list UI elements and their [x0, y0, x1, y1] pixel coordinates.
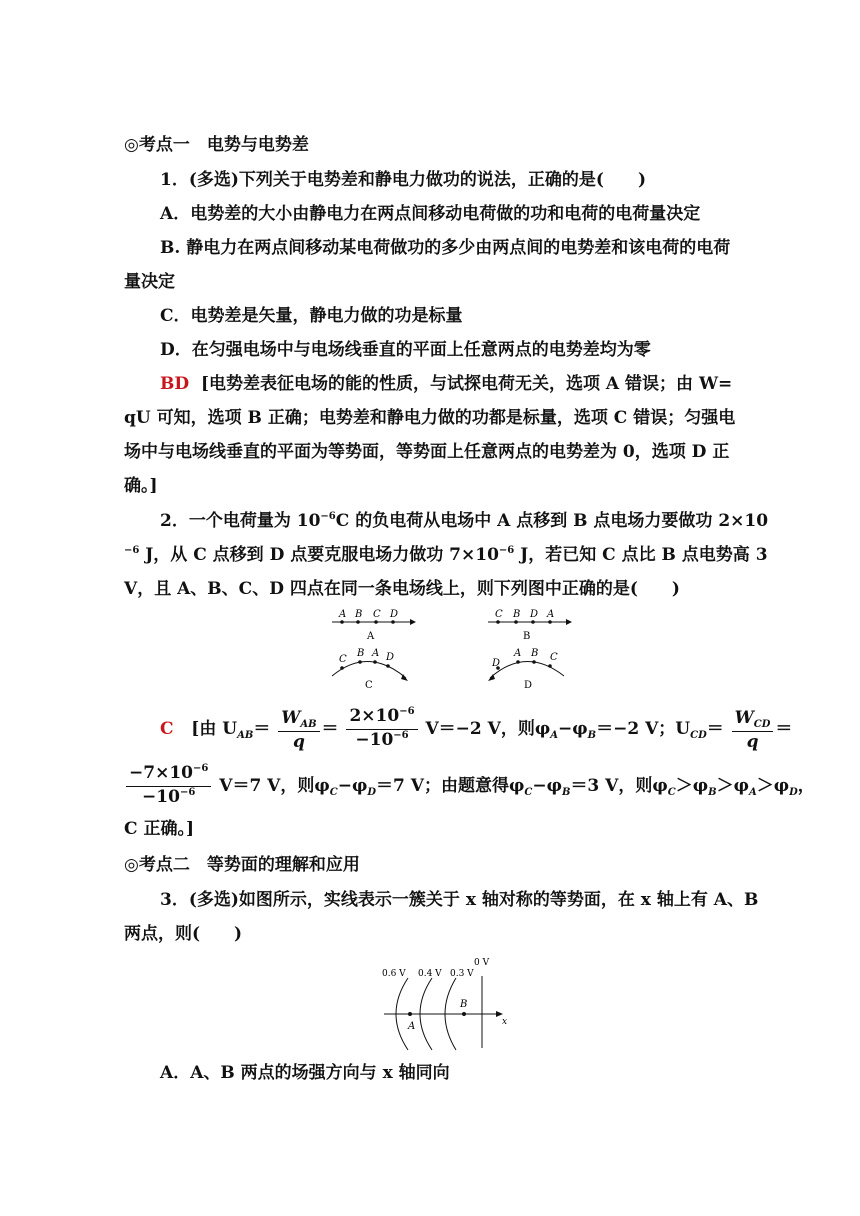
- q2-exp-a: [由 U: [191, 719, 238, 739]
- fig-a-label-2: B: [355, 609, 363, 620]
- f1-den: q: [292, 731, 305, 752]
- q2-stem-line2: [124, 544, 768, 569]
- q2-exp-c11: ＞φ: [675, 776, 709, 796]
- fraction-neg7e-6-over-neg1e-6: [126, 763, 211, 810]
- f4-den: −10: [142, 787, 180, 807]
- q2-exp-c6: C: [524, 787, 533, 798]
- q2-exp-c12: B: [708, 787, 717, 798]
- q2-exp-c17: ，: [797, 776, 815, 796]
- fig-a-label-3: C: [373, 609, 381, 620]
- f3-num-sub: CD: [753, 718, 771, 730]
- q2-stem-line1: [160, 510, 780, 535]
- point-b: [462, 1012, 466, 1016]
- q1-explanation-line3: 场中与电场线垂直的平面为等势面，等势面上任意两点的电势差为 0，选项 D 正: [124, 442, 730, 462]
- f3-den: q: [746, 731, 759, 752]
- q2-explanation-line3: C 正确。]: [124, 819, 194, 839]
- fig-b-label-3: D: [530, 609, 539, 620]
- f1-num: W: [281, 707, 301, 728]
- fig-d-label-1: D: [492, 658, 501, 669]
- q2-exp-eq-2: ＝: [321, 719, 339, 739]
- q2-figure-b: [488, 609, 572, 642]
- q1-answer: BD: [160, 374, 190, 394]
- label-0.6v: 0.6 V: [382, 969, 406, 979]
- fig-c-label-3: A: [372, 648, 380, 659]
- fig-a-label-1: A: [339, 609, 347, 620]
- section-heading-1: ◎考点一 电势与电势差: [124, 135, 309, 155]
- q1-explanation-line1: [160, 373, 780, 395]
- q2-exp-c9: ＝3 V，则φ: [570, 776, 668, 796]
- q2-exp-sub-cd: CD: [690, 730, 707, 741]
- fig-d-label-2: A: [514, 648, 522, 659]
- q2-exp-c8: B: [561, 787, 571, 798]
- fig-d-label-3: B: [531, 648, 539, 659]
- q2-exp-c16: D: [789, 787, 798, 798]
- q2-options-figure: [320, 604, 620, 694]
- q2-exp-c: V＝7 V，则φ: [219, 776, 330, 796]
- q3-stem-line2: 两点，则( ): [124, 924, 243, 944]
- q1-explanation-line4: 确。]: [124, 476, 158, 496]
- point-b-label: B: [460, 999, 468, 1010]
- fig-d-caption: D: [524, 680, 533, 691]
- point-a-label: A: [408, 1021, 416, 1032]
- q2-exp-eq: ＝: [253, 719, 271, 739]
- fraction-w-ab-over-q: [278, 708, 319, 752]
- q1-exp-text-1: [电势差表征电场的能的性质，与试探电荷无关，选项 A 错误；由 W=: [200, 374, 733, 394]
- q2-exp-c7: −φ: [532, 776, 562, 796]
- fig-a-caption: A: [367, 631, 375, 642]
- f3-num: W: [734, 707, 754, 728]
- q2-exp-b3: −φ: [558, 719, 588, 739]
- q2-exp-sup: −6: [320, 511, 336, 522]
- q1-option-a: A．电势差的大小由静电力在两点间移动电荷做的功和电荷的电荷量决定: [160, 204, 701, 224]
- q2-exp-b4: B: [587, 730, 597, 741]
- f4-num-sup: −6: [192, 763, 209, 774]
- q2-exp-c4: D: [367, 787, 377, 798]
- fig-b-caption: B: [523, 631, 531, 642]
- fig-d-label-4: C: [550, 652, 558, 663]
- q2-figure-c: [332, 648, 408, 691]
- q3-option-a: A．A、B 两点的场强方向与 x 轴同向: [160, 1063, 450, 1083]
- fraction-w-cd-over-q: [732, 708, 774, 752]
- q2-text-d: J，若已知 C 点比 B 点电势高 3: [514, 545, 768, 565]
- q2-explanation-line1: [160, 706, 793, 752]
- q2-exp-c5: ＝7 V；由题意得φ: [376, 776, 525, 796]
- q2-exp-sup-3: −6: [498, 545, 515, 556]
- fig-b-label-4: A: [547, 609, 555, 620]
- q2-stem-line3: V，且 A、B、C、D 四点在同一条电场线上，则下列图中正确的是( ): [124, 579, 680, 599]
- q3-stem-line1: 3．(多选)如图所示，实线表示一簇关于 x 轴对称的等势面，在 x 轴上有 A、B: [160, 890, 759, 910]
- fig-c-label-1: C: [339, 654, 347, 665]
- q2-text-b: C 的负电荷从电场中 A 点移到 B 点电场力要做功 2×10: [335, 511, 769, 531]
- fig-b-label-2: B: [513, 609, 521, 620]
- q2-exp-c2: C: [329, 787, 338, 798]
- q2-exp-c10: C: [667, 787, 676, 798]
- fig-a-label-4: D: [390, 609, 399, 620]
- label-0v: 0 V: [474, 958, 490, 968]
- section-heading-2: ◎考点二 等势面的理解和应用: [124, 855, 360, 875]
- fig-c-label-4: D: [386, 652, 395, 663]
- q2-exp-b5: ＝−2 V；U: [596, 719, 691, 739]
- f2-den-sup: −6: [393, 730, 409, 741]
- f2-den: −10: [355, 730, 394, 750]
- q2-explanation-line2: [124, 763, 815, 807]
- q2-exp-eq-4: ＝: [775, 719, 793, 739]
- point-a: [408, 1012, 412, 1016]
- q1-option-c: C．电势差是矢量，静电力做的功是标量: [160, 306, 463, 326]
- fig-b-label-1: C: [495, 609, 503, 620]
- label-0.4v: 0.4 V: [418, 969, 442, 979]
- q2-exp-c3: −φ: [337, 776, 368, 796]
- q2-exp-c14: A: [748, 787, 757, 798]
- fig-c-caption: C: [365, 680, 373, 691]
- q2-text-a: 2．一个电荷量为 10: [160, 511, 321, 531]
- fig-c-label-2: B: [357, 648, 365, 659]
- q1-option-b-line2: 量决定: [124, 272, 175, 292]
- q1-option-b-line1: B. 静电力在两点间移动某电荷做功的多少由两点间的电势差和该电荷的电荷: [160, 238, 731, 258]
- q3-equipotential-figure: [378, 952, 518, 1052]
- q1-explanation-line2: qU 可知，选项 B 正确；电势差和静电力做的功都是标量，选项 C 错误；匀强电: [124, 408, 736, 428]
- q2-exp-c13: ＞φ: [716, 776, 749, 796]
- q1-stem: 1．(多选)下列关于电势差和静电力做功的说法，正确的是( ): [160, 170, 647, 190]
- q2-exp-b: V＝−2 V，则φ: [425, 719, 551, 739]
- fraction-2e-6-over-neg1e-6: [346, 706, 417, 753]
- q2-exp-c15: ＞φ: [756, 776, 790, 796]
- f1-num-sub: AB: [300, 718, 317, 730]
- q2-figure-d: [488, 648, 564, 691]
- f4-den-sup: −6: [179, 787, 196, 798]
- q1-option-d: D．在匀强电场中与电场线垂直的平面上任意两点的电势差均为零: [160, 340, 651, 360]
- q2-exp-b2: A: [550, 730, 558, 741]
- q2-exp-sup-2: −6: [124, 545, 140, 556]
- x-axis-label: x: [502, 1017, 508, 1027]
- f2-num: 2×10: [349, 706, 400, 726]
- label-0.3v: 0.3 V: [450, 969, 474, 979]
- f2-num-sup: −6: [399, 706, 415, 717]
- q2-figure-a: [332, 609, 416, 642]
- q2-exp-sub-ab: AB: [237, 730, 254, 741]
- q2-answer: C: [160, 719, 174, 739]
- q2-exp-eq-3: ＝: [706, 719, 724, 739]
- f4-num: −7×10: [129, 763, 193, 783]
- q2-text-c: J，从 C 点移到 D 点要克服电场力做功 7×10: [139, 545, 499, 565]
